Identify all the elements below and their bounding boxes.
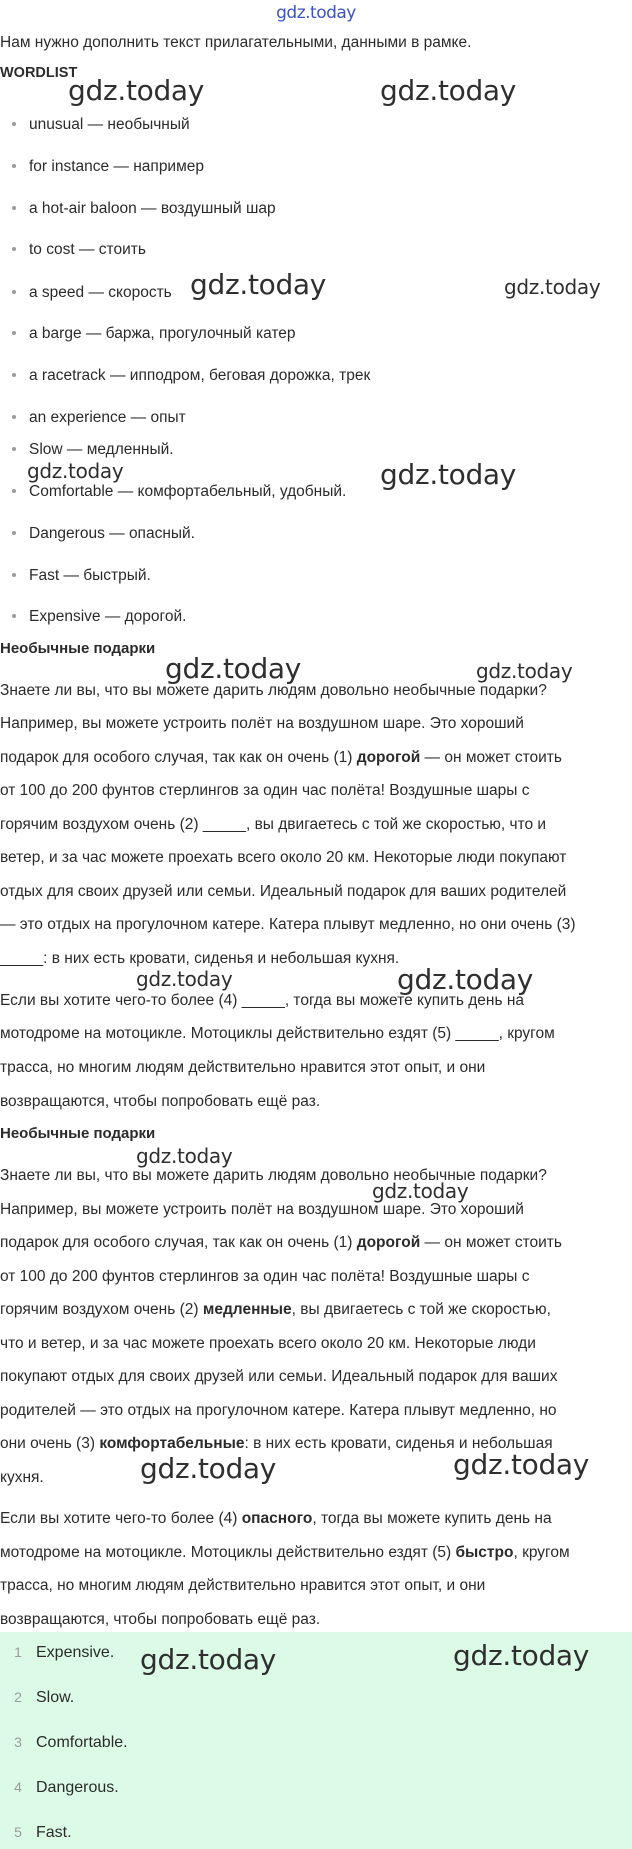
wordlist-item: an experience — опыт (12, 407, 186, 429)
wordlist-item: unusual — необычный (12, 114, 190, 136)
watermark: gdz.today (140, 1452, 277, 1485)
text-line: возвращаются, чтобы попробовать ещё раз. (0, 1093, 321, 1110)
text-line: родителей — это отдых на прогулочном катере. Катера плывут медленно, но (0, 1402, 557, 1419)
wordlist-item: Slow — медленный. (12, 439, 174, 461)
text-line: что и ветер, и за час можете проехать всего около 20 км. Некоторые люди (0, 1335, 536, 1352)
watermark: gdz.today (453, 1448, 590, 1481)
watermark: gdz.today (136, 1144, 233, 1168)
text-line: от 100 до 200 фунтов стерлингов за один час полёта! Воздушные шары с (0, 1268, 530, 1285)
text-line: от 100 до 200 фунтов стерлингов за один час полёта! Воздушные шары с (0, 782, 530, 799)
watermark: gdz.today (190, 268, 327, 301)
watermark: gdz.today (372, 1179, 469, 1203)
text-line: — это отдых на прогулочном катере. Катера плывут медленно, но они очень (3) (0, 916, 576, 933)
bullet-icon (12, 489, 16, 493)
text-line: _____: в них есть кровати, сиденья и небольшая кухня. (0, 950, 400, 967)
text-line: горячим воздухом очень (2) _____, вы двигаетесь с той же скоростью, что и (0, 816, 547, 833)
bullet-icon (12, 247, 16, 251)
watermark: gdz.today (136, 967, 233, 991)
bullet-icon (12, 122, 16, 126)
text-line: трасса, но многим людям действительно нравится этот опыт, и они (0, 1577, 486, 1594)
answer-item: 4 Dangerous. (14, 1779, 119, 1796)
bullet-icon (12, 531, 16, 535)
text2-heading: Необычные подарки (0, 1125, 156, 1142)
watermark: gdz.today (397, 963, 534, 996)
site-logo[interactable]: gdz.today (276, 3, 356, 23)
text-line: мотодроме на мотоцикле. Мотоциклы действительно ездят (5) _____, кругом (0, 1025, 555, 1042)
intro-text: Нам нужно дополнить текст прилагательными, данными в рамке. (0, 34, 472, 51)
text-line: трасса, но многим людям действительно нравится этот опыт, и они (0, 1059, 486, 1076)
bullet-icon (12, 373, 16, 377)
text-line: Знаете ли вы, что вы можете дарить людям довольно необычные подарки? (0, 1167, 547, 1184)
text-line: подарок для особого случая, так как он очень (1) дорогой — он может стоить (0, 1234, 562, 1251)
text-line: покупают отдых для своих друзей или семьи. Идеальный подарок для ваших (0, 1368, 558, 1385)
wordlist-item: Dangerous — опасный. (12, 523, 195, 545)
wordlist-item: a hot-air baloon — воздушный шар (12, 198, 276, 220)
wordlist-heading: WORDLIST (0, 65, 78, 81)
wordlist-item: Fast — быстрый. (12, 565, 151, 587)
watermark: gdz.today (165, 652, 302, 685)
wordlist-item: a speed — скорость (12, 282, 172, 304)
text-line: Знаете ли вы, что вы можете дарить людям довольно необычные подарки? (0, 682, 547, 699)
bullet-icon (12, 290, 16, 294)
bullet-icon (12, 415, 16, 419)
watermark: gdz.today (476, 659, 573, 683)
text-line: мотодроме на мотоцикле. Мотоциклы действительно ездят (5) быстро, кругом (0, 1544, 570, 1561)
wordlist-item: a racetrack — ипподром, беговая дорожка, трек (12, 365, 370, 387)
wordlist-item: to cost — стоить (12, 239, 146, 261)
watermark: gdz.today (68, 74, 205, 107)
text-line: отдых для своих друзей или семьи. Идеальный подарок для ваших родителей (0, 883, 567, 900)
answer-item: 3 Comfortable. (14, 1734, 128, 1751)
text-line: горячим воздухом очень (2) медленные, вы двигаетесь с той же скоростью, (0, 1301, 551, 1318)
text-line: они очень (3) комфортабельные: в них есть кровати, сиденья и небольшая (0, 1435, 553, 1452)
watermark: gdz.today (453, 1639, 590, 1672)
text-line: ветер, и за час можете проехать всего около 20 км. Некоторые люди покупают (0, 849, 567, 866)
watermark: gdz.today (27, 459, 124, 483)
answer-item: 1 Expensive. (14, 1644, 115, 1661)
answer-item: 5 Fast. (14, 1824, 72, 1841)
text-line: Например, вы можете устроить полёт на воздушном шаре. Это хороший (0, 715, 524, 732)
text-line: подарок для особого случая, так как он очень (1) дорогой — он может стоить (0, 749, 562, 766)
text-line: Если вы хотите чего-то более (4) _____, тогда вы можете купить день на (0, 992, 525, 1009)
text1-heading: Необычные подарки (0, 640, 156, 657)
text-line: Например, вы можете устроить полёт на воздушном шаре. Это хороший (0, 1201, 524, 1218)
wordlist-item: a barge — баржа, прогулочный катер (12, 323, 296, 345)
text-line: возвращаются, чтобы попробовать ещё раз. (0, 1611, 321, 1628)
text-line: кухня. (0, 1469, 44, 1486)
bullet-icon (12, 331, 16, 335)
wordlist-item: Expensive — дорогой. (12, 606, 186, 628)
watermark: gdz.today (380, 74, 517, 107)
bullet-icon (12, 164, 16, 168)
watermark: gdz.today (504, 275, 601, 299)
watermark: gdz.today (140, 1643, 277, 1676)
answer-item: 2 Slow. (14, 1689, 75, 1706)
bullet-icon (12, 573, 16, 577)
bullet-icon (12, 447, 16, 451)
bullet-icon (12, 206, 16, 210)
watermark: gdz.today (380, 458, 517, 491)
bullet-icon (12, 614, 16, 618)
text-line: Если вы хотите чего-то более (4) опасного, тогда вы можете купить день на (0, 1510, 552, 1527)
wordlist-item: for instance — например (12, 156, 204, 178)
wordlist-item: Comfortable — комфортабельный, удобный. (12, 481, 346, 503)
